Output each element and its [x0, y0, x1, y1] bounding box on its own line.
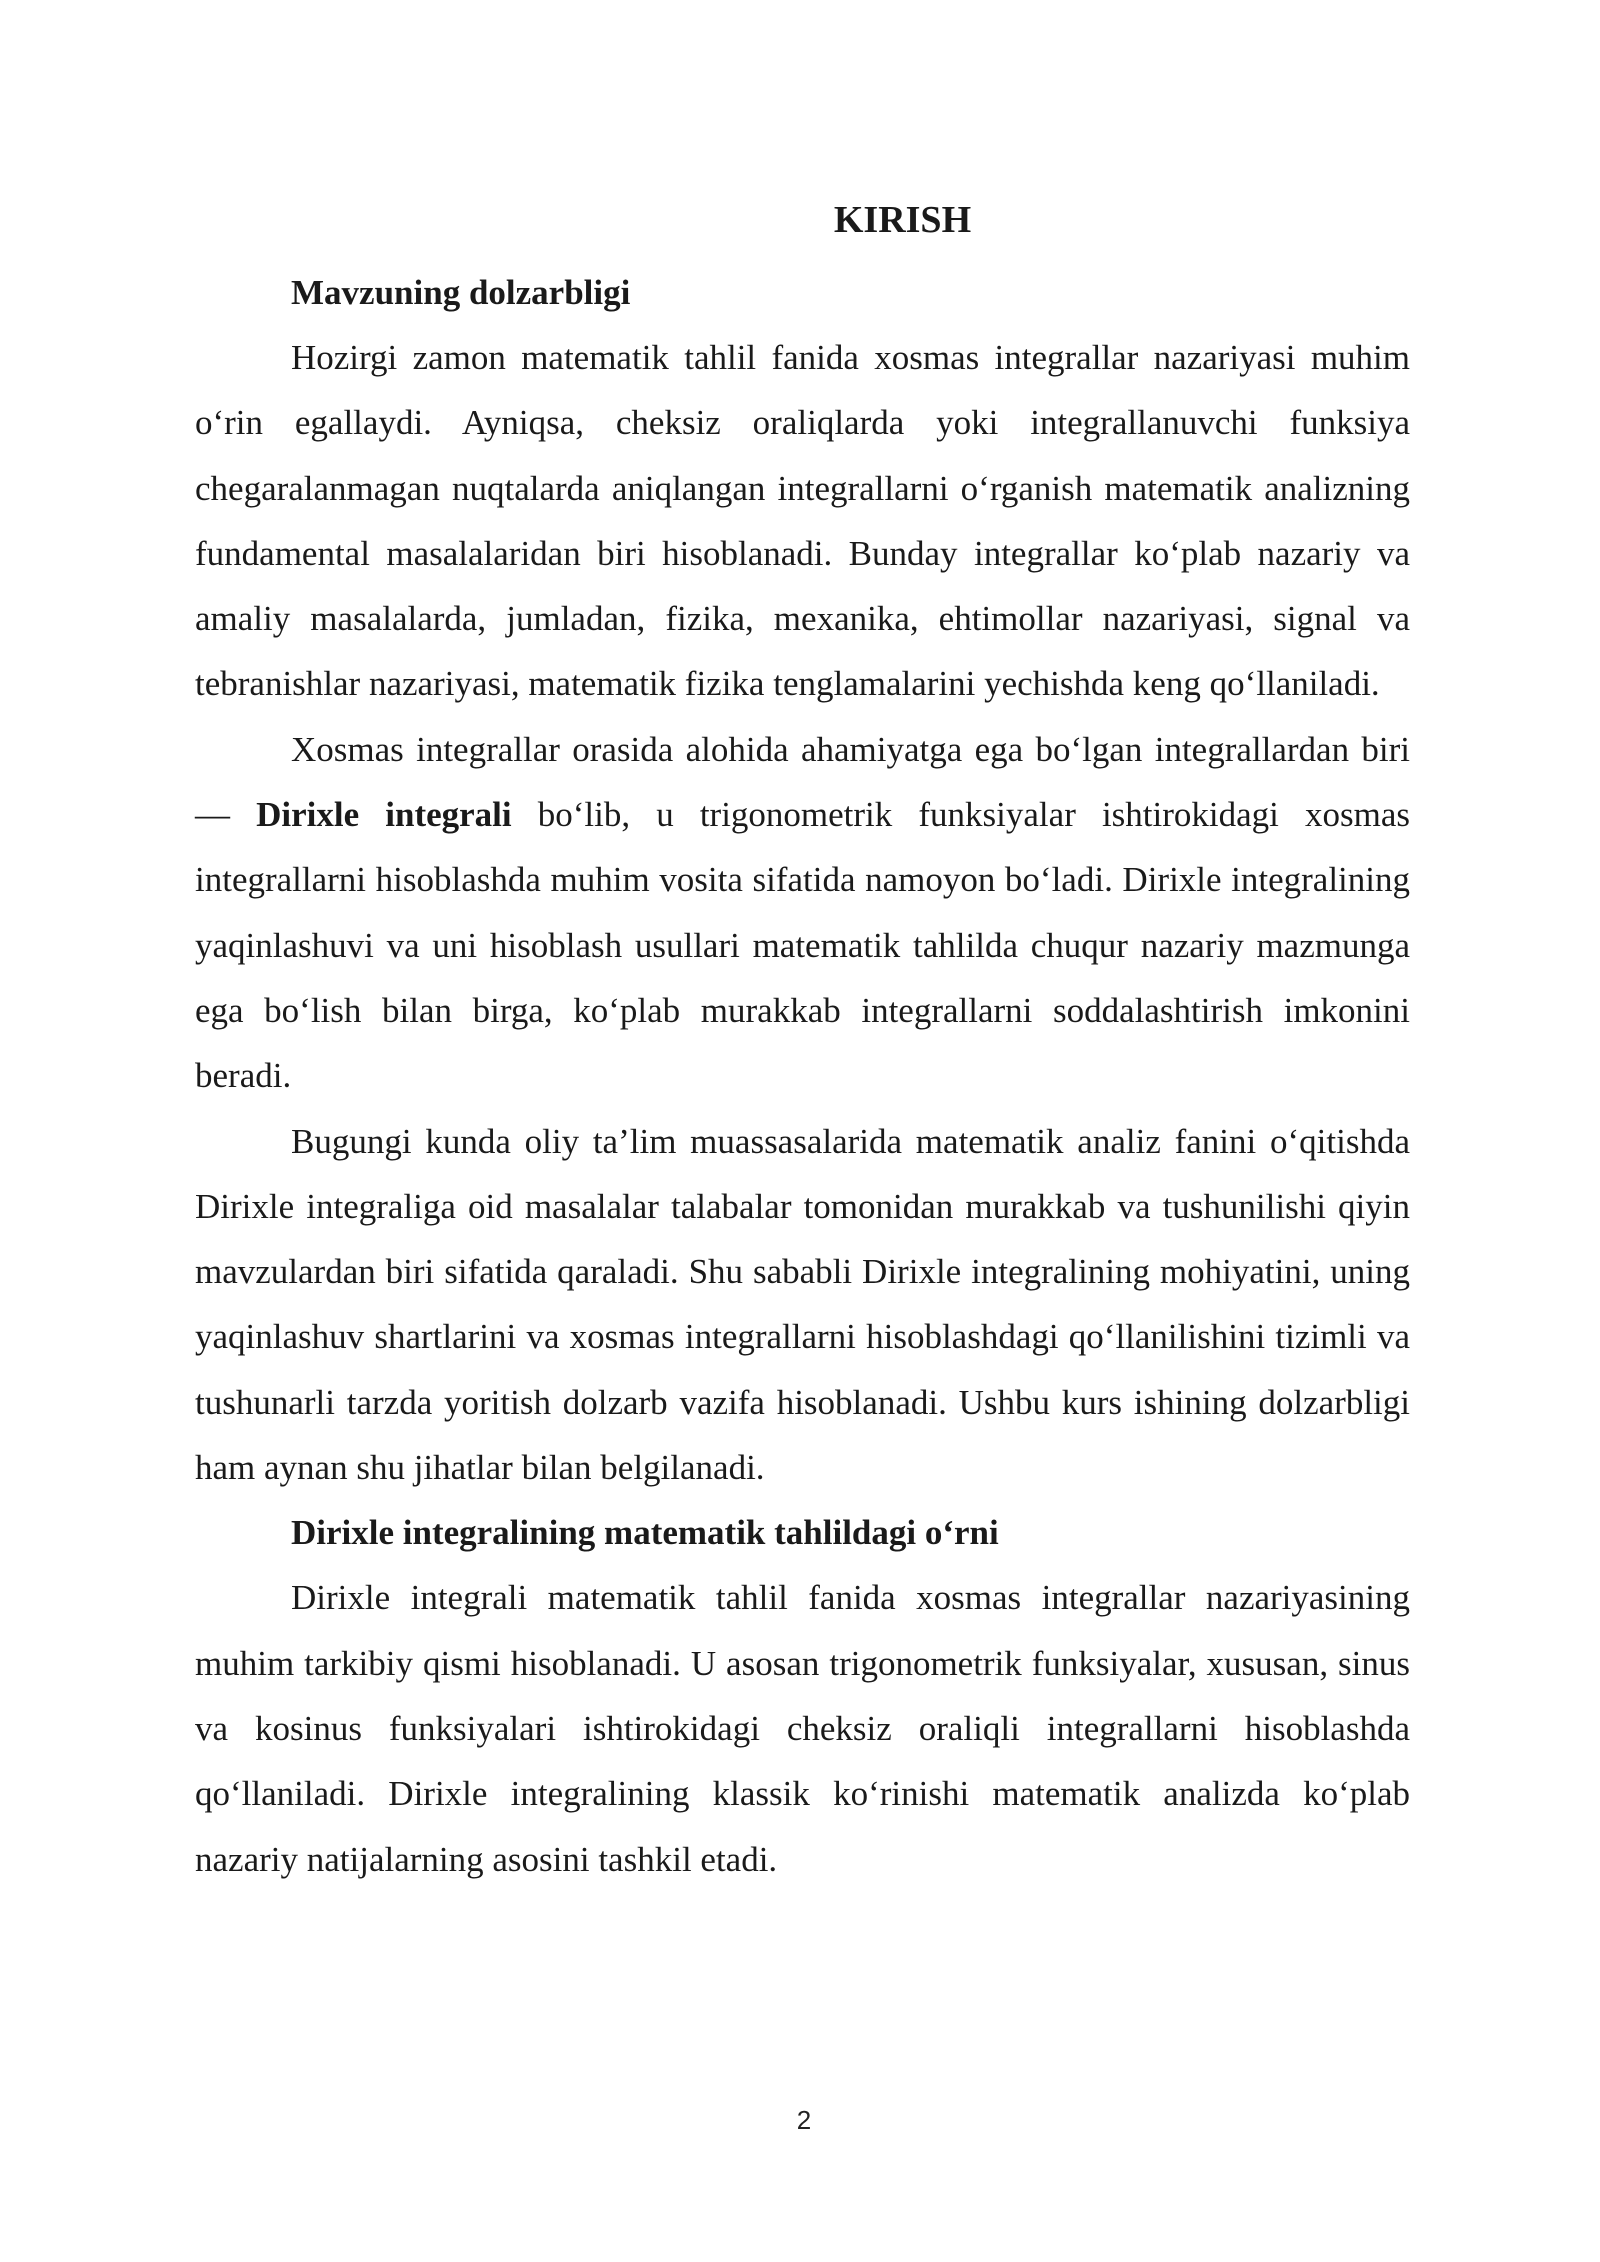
bold-term: Dirixle integrali	[256, 795, 512, 835]
paragraph-role-1	[195, 1565, 1410, 1891]
section-heading-relevance: Mavzuning dolzarbligi	[291, 273, 631, 312]
page-title: KIRISH	[833, 199, 972, 241]
paragraph-text: bo‘lib, u trigonometrik funksiyalar ishtirokidagi xosmas integrallarni hisoblashda muhim vosita sifatida namoyon bo‘ladi. Dirixle integralining yaqinlashuvi va uni hisoblash usullari matematik tahlilda chuqur nazariy mazmunga ega bo‘lish bilan birga, ko‘plab murakkab integrallarni soddalashtirish imkonini beradi.	[195, 795, 1411, 1096]
paragraph-relevance-1	[195, 325, 1410, 717]
paragraph-text: Dirixle integrali matematik tahlil fanida xosmas integrallar nazariyasining muhim tarkibiy qismi hisoblanadi. U asosan trigonometrik funksiyalar, xususan, sinus va kosinus funksiyalari ishtirokidagi cheksiz oraliqli integrallarni hisoblashda qo‘llaniladi. Dirixle integralining klassik ko‘rinishi matematik analizda ko‘plab nazariy natijalarning asosini tashkil etadi.	[195, 1578, 1410, 1879]
paragraph-relevance-3	[195, 1109, 1410, 1501]
paragraph-relevance-2	[195, 717, 1410, 1109]
section-heading-role: Dirixle integralining matematik tahlildagi o‘rni	[291, 1513, 999, 1553]
page-number: 2	[796, 2105, 812, 2135]
paragraph-text: Xosmas integrallar orasida alohida ahamiyatga ega bo‘lgan integrallardan biri —	[195, 729, 1410, 835]
paragraph-text: Hozirgi zamon matematik tahlil fanida xosmas integrallar nazariyasi muhim o‘rin egallaydi. Ayniqsa, cheksiz oraliqlarda yoki integrallanuvchi funksiya chegaralanmagan nuqtalarda aniqlangan integrallarni o‘rganish matematik analizning fundamental masalalaridan biri hisoblanadi. Bunday integrallar ko‘plab nazariy va amaliy masalalarda, jumladan, fizika, mexanika, ehtimollar nazariyasi, signal va tebranishlar nazariyasi, matematik fizika tenglamalarini yechishda keng qo‘llaniladi.	[195, 338, 1410, 704]
paragraph-text: Bugungi kunda oliy ta’lim muassasalarida matematik analiz fanini o‘qitishda Dirixle integraliga oid masalalar talabalar tomonidan murakkab va tushunilishi qiyin mavzulardan biri sifatida qaraladi. Shu sababli Dirixle integralining mohiyatini, uning yaqinlashuv shartlarini va xosmas integrallarni hisoblashdagi qo‘llanilishini tizimli va tushunarli tarzda yoritish dolzarb vazifa hisoblanadi. Ushbu kurs ishining dolzarbligi ham aynan shu jihatlar bilan belgilanadi.	[195, 1121, 1410, 1488]
document-page	[195, 190, 1410, 1892]
